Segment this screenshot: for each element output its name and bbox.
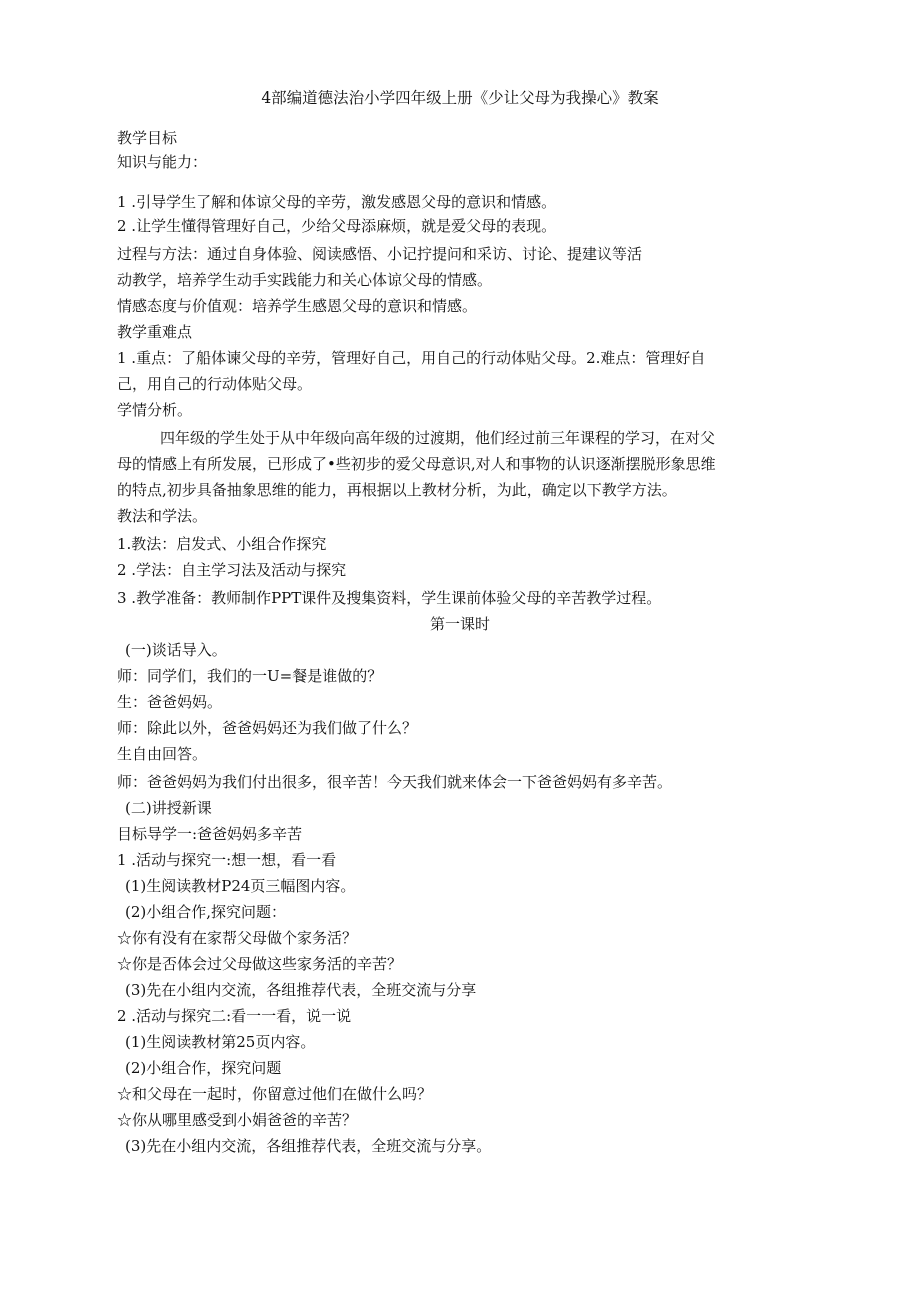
text-line: (2)小组合作，探究问题: [125, 1059, 282, 1077]
subsection-heading: (二)讲授新课: [125, 799, 212, 817]
text-line: 2 .学法：自主学习法及活动与探究: [117, 561, 347, 579]
text-line: 过程与方法：通过自身体验、阅读感悟、小记拧提问和采访、讨论、提建议等活: [117, 245, 643, 263]
text-line: 3 .教学准备：教师制作PPT课件及搜集资料，学生课前体验父母的辛苦教学过程。: [117, 589, 662, 607]
question-line: ☆你是否体会过父母做这些家务活的辛苦？: [117, 955, 403, 973]
dialogue-line: 师：除此以外，爸爸妈妈还为我们做了什么？: [117, 719, 418, 737]
text-line: (3)先在小组内交流，各组推荐代表，全班交流与分享: [125, 981, 477, 999]
question-line: ☆你从哪里感受到小娟爸爸的辛苦？: [117, 1111, 358, 1129]
section-heading-methods: 教法和学法。: [117, 507, 208, 525]
text-line: 2 .活动与探究二:看一一看，说一说: [117, 1007, 352, 1025]
text-line: 动教学，培养学生动手实践能力和关心体谅父母的情感。: [117, 271, 493, 289]
text-line: (3)先在小组内交流，各组推荐代表，全班交流与分享。: [125, 1137, 492, 1155]
text-line: (1)生阅读教材第25页内容。: [125, 1033, 316, 1051]
dialogue-line: 生自由回答。: [117, 745, 208, 763]
text-line: (1)生阅读教材P24页三幅图内容。: [125, 877, 356, 895]
lesson-heading: 第一课时: [429, 615, 490, 633]
text-line: 情感态度与价值观：培养学生感恩父母的意识和情感。: [117, 297, 478, 315]
dialogue-line: 师：同学们，我们的一U=餐是谁做的？: [117, 667, 383, 685]
paragraph-line: 的特点,初步具备抽象思维的能力，再根据以上教材分析，为此，确定以下教学方法。: [117, 481, 677, 499]
text-line: 目标导学一:爸爸妈妈多辛苦: [117, 825, 303, 843]
question-line: ☆和父母在一起时，你留意过他们在做什么吗？: [117, 1085, 433, 1103]
text-line: 1 .引导学生了解和体谅父母的辛劳，激发感恩父母的意识和情感。: [117, 193, 557, 211]
subsection-heading: (一)谈话导入。: [125, 641, 227, 659]
text-line: 己，用自己的行动体贴父母。: [117, 375, 313, 393]
question-line: ☆你有没有在家帮父母做个家务活？: [117, 929, 358, 947]
text-line: (2)小组合作,探究问题：: [125, 903, 287, 921]
section-heading-objectives: 教学目标: [117, 129, 178, 147]
paragraph-line: 四年级的学生处于从中年级向高年级的过渡期，他们经过前三年课程的学习，在对父: [160, 429, 716, 447]
dialogue-line: 师：爸爸妈妈为我们付出很多，很辛苦！今天我们就来体会一下爸爸妈妈有多辛苦。: [117, 773, 673, 791]
section-heading-analysis: 学情分析。: [117, 401, 193, 419]
dialogue-line: 生：爸爸妈妈。: [117, 693, 223, 711]
text-line: 1 .活动与探究一:想一想，看一看: [117, 851, 337, 869]
subheading-knowledge: 知识与能力：: [117, 153, 208, 171]
document-title: 4部编道德法治小学四年级上册《少让父母为我操心》教案: [261, 89, 659, 107]
paragraph-line: 母的情感上有所发展，已形成了•些初步的爱父母意识,对人和事物的认识逐渐摆脱形象思维: [117, 455, 716, 473]
text-line: 1 .重点：了船体谏父母的辛劳，管理好自己，用自己的行动体贴父母。2.难点：管理好自: [117, 349, 706, 367]
section-heading-key-points: 教学重难点: [117, 323, 193, 341]
text-line: 1.教法：启发式、小组合作探究: [117, 535, 327, 553]
text-line: 2 .让学生懂得管理好自己，少给父母添麻烦，就是爱父母的表现。: [117, 217, 557, 235]
